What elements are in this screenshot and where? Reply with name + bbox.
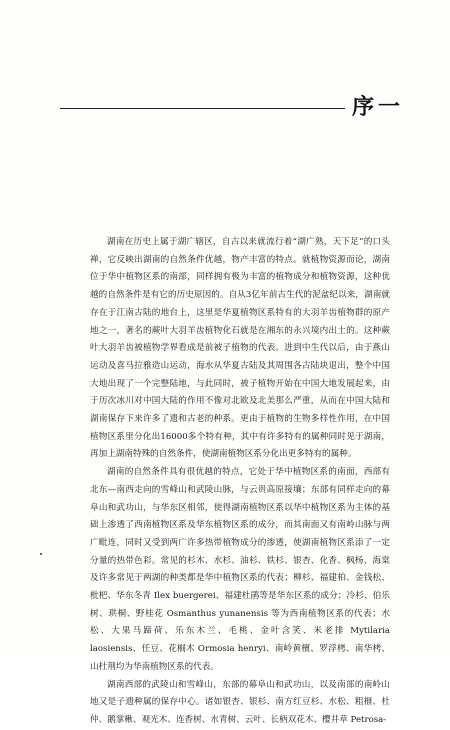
margin-mark	[40, 553, 42, 555]
paragraph-2: 湖南的自然条件具有很优越的特点，它处于华中植物区系的南面，西部有北东—南西走向的雪峰山和武陵山脉，与云贵高原接壤；东部有同样走向的幕阜山和武功山，与华东区相邻，使得湖南植物区系以华中植物区系为主体的基础上渗透了西南植物区系及华东植物区系的成分，而其南面又有南岭山脉与两广毗连，同时又受到两广许多热带植物成分的渗透，使湖南植物区系添了一定分量的热带色彩。常见的杉木、水杉、油杉、铁杉、银杏、化香、枫杨、海棠及许多常见于两湖的种类都是华中植物区系的代表；柳杉、福建柏、金钱松、枇杷、华东冬青 Ilex buergerei、福建杜鹃等是华东区系的成分；冷杉、伯乐树、珙桐、野桂花 Osmanthus yunanensis 等为西南植物区系的代表；水松、大果马蹄荷、乐东木兰、毛桃、金叶含笑、米老排 Mytilaria laosiensis、任豆、花榈木 Ormosia henryi、南岭黄檀、罗浮栲、南华栲、山杜荆均为华南植物区系的代表。	[90, 467, 390, 672]
paragraph-1: 湖南在历史上属于湖广辖区，自古以来就流行着“湖广熟，天下足”的口头禅，它反映出湖南的自然条件优越，物产丰富的特点。就植物资源而论，湖南位于华中植物区系的南部，同样拥有极为丰富的植物成分和植物资源，这种优越的自然条件是有它的历史原因的。自从3亿年前古生代的泥盆纪以来，湖南就存在于江南古陆的地台上，这里是华夏植物区系特有的大羽羊齿植物群的原产地之一，著名的蕨叶大羽羊齿植物化石就是在湘东的永兴境内出土的。这种蕨叶大羽羊齿被植物学界看成是前被子植物的代表。进到中生代以后，由于燕山运动及喜马拉雅造山运动，海水从华夏古陆及其周围各古陆块退出，整个中国大地出现了一个完整陆地，与此同时，被子植物开始在中国大地发展起来，由于历次冰川对中国大陆的作用不像对北欧及北美那么严重，从而在中国大陆和湖南保存下来许多了遗和古老的种系。更由于植物的生物多样性作用，在中国植物区系里分化出16000多个特有种，其中有许多特有的属种同时见于湖南，再加上湖南特殊的自然条件，使湖南植物区系分化出更多特有的属种。	[90, 237, 390, 460]
body-text	[90, 234, 390, 730]
paragraph-3: 湖南西部的武陵山和雪峰山，东部的幕阜山和武功山，以及南部的南岭山地又是子遗种属的保存中心。诸如银杏、银杉、南方红豆杉、水松、粗榧、杜仲、鹅掌楸、观光木、连香树、水青树、云叶、长柄双花木、樱井草 Petrosa-	[90, 679, 390, 725]
heading-rule	[60, 108, 345, 109]
page-title: 序一	[352, 95, 405, 120]
